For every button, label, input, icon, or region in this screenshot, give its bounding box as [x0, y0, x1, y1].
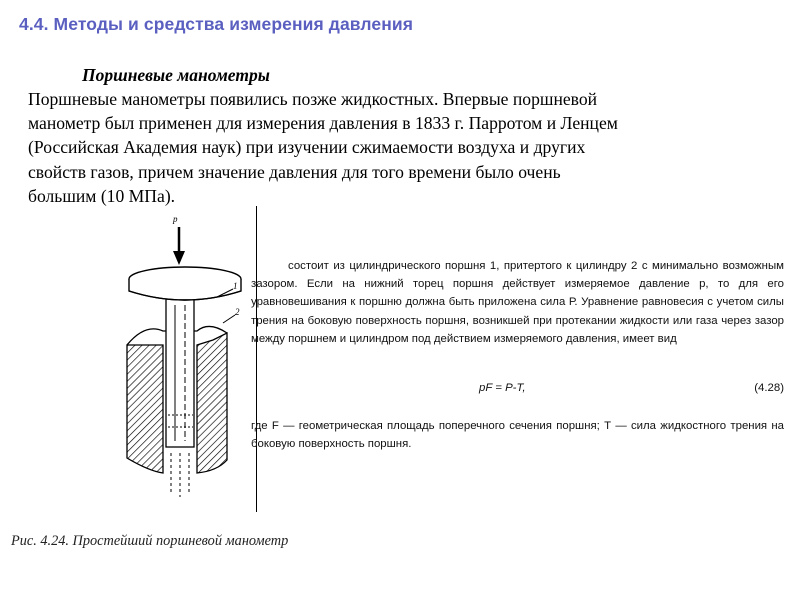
intro-line: свойств газов, причем значение давления для того времени было очень [28, 161, 561, 182]
slide-title: 4.4. Методы и средства измерения давления [19, 14, 414, 34]
vertical-divider [256, 206, 257, 512]
intro-paragraph [28, 87, 728, 208]
description-paragraph [251, 257, 784, 348]
piston-manometer-drawing [105, 205, 255, 505]
intro-line: манометр был применен для измерения давления в 1833 г. Парротом и Ленцем [28, 113, 618, 134]
equation-expression: pF = P-T, [479, 382, 526, 394]
piston-manometer-figure [105, 205, 255, 505]
where-paragraph: где F — геометрическая площадь поперечного сечения поршня; Т — сила жидкостного трения на боковую поверхность поршня. [251, 420, 784, 451]
intro-line: большим (10 МПа). [28, 185, 176, 206]
description-text: состоит из цилиндрического поршня 1, притертого к цилиндру 2 с минимально возможным зазором. Если на нижний торец поршня действует измеряемое давление р, то для его уравновешивания к поршню должна быть приложена сила Р. Уравнение равновесия с учетом силы трения на боковую поверхность поршня, возникшей при протекании жидкости или газа через зазор между поршнем и цилиндром под действием измеряемого давления, имеет вид [251, 260, 784, 345]
figure-caption: Рис. 4.24. Простейший поршневой манометр [11, 533, 289, 549]
piston-label: 1 [233, 281, 238, 291]
intro-line: (Российская Академия наук) при изучении сжимаемости воздуха и других [28, 137, 586, 158]
equation-number: (4.28) [754, 382, 784, 394]
equation-line [251, 382, 784, 398]
cylinder-label: 2 [235, 307, 240, 317]
force-label: p [173, 214, 178, 224]
section-heading: Поршневые манометры [82, 65, 270, 85]
intro-line: Поршневые манометры появились позже жидкостных. Впервые поршневой [28, 89, 598, 109]
